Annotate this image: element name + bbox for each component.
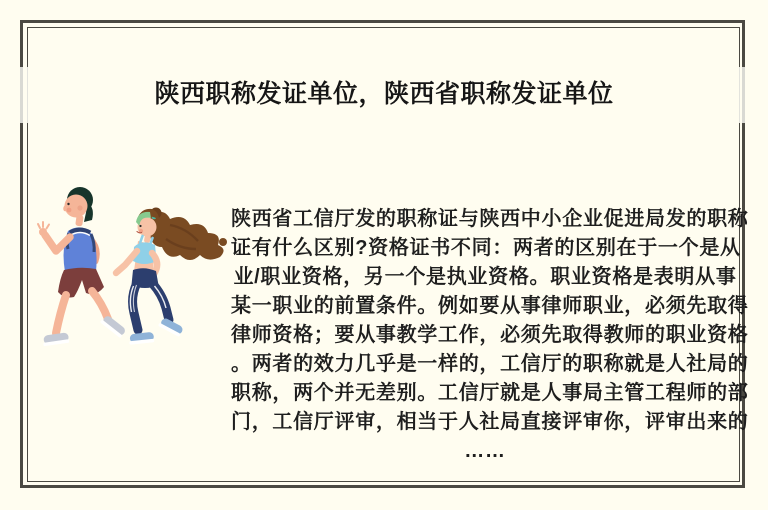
man-jogging-figure xyxy=(38,187,127,346)
article-line: 。两者的效力几乎是一样的，工信厅的职称就是人社局的 xyxy=(231,353,749,375)
article-line: 证有什么区别?资格证书不同：两者的区别在于一个是从 xyxy=(231,237,741,259)
article-line: 门，工信厅评审，相当于人社局直接评审你，评审出来的 xyxy=(231,411,749,433)
woman-jogging-figure xyxy=(113,208,227,345)
article-line: 某一职业的前置条件。例如要从事律师职业，必须先取得 xyxy=(231,295,749,317)
article-line: 陕西省工信厅发的职称证与陕西中小企业促进局发的职称 xyxy=(231,208,749,230)
article-body xyxy=(231,205,749,466)
article-line: 律师资格；要从事教学工作，必须先取得教师的职业资格 xyxy=(231,324,749,346)
page-title: 陕西职称发证单位，陕西省职称发证单位 xyxy=(154,80,614,108)
article-line-ellipsis: …… xyxy=(464,440,506,462)
two-joggers-illustration xyxy=(30,175,240,370)
article-line: 业/职业资格，另一个是执业资格。职业资格是表明从事 xyxy=(233,266,737,288)
joggers-svg xyxy=(30,175,240,370)
article-line: 职称，两个并无差别。工信厅就是人事局主管工程师的部 xyxy=(231,382,749,404)
